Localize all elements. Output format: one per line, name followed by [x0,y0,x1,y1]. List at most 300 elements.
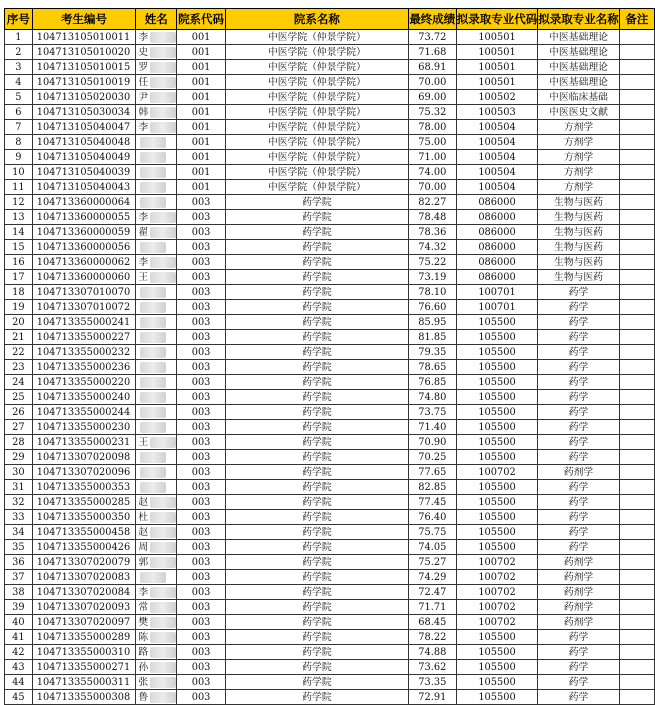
cell-major-name: 生物与医药 [538,240,620,255]
cell-seq: 19 [5,300,33,315]
redaction-blur [150,62,176,73]
cell-dept-code: 003 [177,195,226,210]
cell-remark [619,555,654,570]
cell-major-code: 105500 [456,540,538,555]
cell-remark [619,495,654,510]
cell-dept-name: 药学院 [226,390,409,405]
cell-name [136,615,177,630]
redaction-blur [150,587,176,598]
redaction-blur [140,167,166,178]
cell-name [136,30,177,45]
cell-seq: 34 [5,525,33,540]
cell-major-name: 中医基础理论 [538,75,620,90]
cell-dept-name: 药学院 [226,540,409,555]
cell-major-code: 105500 [456,405,538,420]
cell-seq: 6 [5,105,33,120]
redaction-blur [150,662,176,673]
cell-major-code: 105500 [456,420,538,435]
cell-dept-code: 003 [177,255,226,270]
cell-remark [619,570,654,585]
cell-exam-no: 104713105020030 [32,90,136,105]
cell-seq: 33 [5,510,33,525]
table-row [5,210,655,225]
cell-name [136,390,177,405]
cell-final-score: 78.10 [408,285,456,300]
cell-dept-name: 中医学院（仲景学院） [226,120,409,135]
cell-remark [619,585,654,600]
cell-major-name: 药学 [538,285,620,300]
cell-major-name: 方剂学 [538,135,620,150]
cell-exam-no: 104713355000426 [32,540,136,555]
cell-remark [619,120,654,135]
cell-major-name: 药学 [538,495,620,510]
cell-major-code: 100501 [456,60,538,75]
cell-major-name: 药学 [538,645,620,660]
cell-final-score: 76.60 [408,300,456,315]
cell-exam-no: 104713355000236 [32,360,136,375]
table-row [5,405,655,420]
cell-name [136,345,177,360]
cell-final-score: 81.85 [408,330,456,345]
cell-final-score: 82.85 [408,480,456,495]
cell-remark [619,270,654,285]
redaction-blur [150,617,176,628]
table-row [5,240,655,255]
table-row [5,45,655,60]
cell-final-score: 72.47 [408,585,456,600]
redaction-blur [150,497,176,508]
cell-dept-name: 中医学院（仲景学院） [226,90,409,105]
cell-seq: 5 [5,90,33,105]
cell-major-name: 药剂学 [538,600,620,615]
cell-exam-no: 104713105030034 [32,105,136,120]
cell-exam-no: 104713355000230 [32,420,136,435]
cell-dept-code: 003 [177,300,226,315]
cell-remark [619,375,654,390]
cell-dept-code: 001 [177,30,226,45]
cell-remark [619,150,654,165]
cell-dept-name: 中医学院（仲景学院） [226,75,409,90]
name-text: 任 [138,76,149,88]
cell-seq: 21 [5,330,33,345]
cell-name [136,570,177,585]
header-dept-code: 院系代码 [177,9,226,30]
redaction-blur [140,287,166,298]
cell-dept-name: 药学院 [226,255,409,270]
cell-final-score: 76.40 [408,510,456,525]
cell-major-code: 100501 [456,45,538,60]
table-row [5,450,655,465]
cell-dept-name: 药学院 [226,525,409,540]
cell-major-code: 100504 [456,120,538,135]
cell-major-code: 100504 [456,135,538,150]
cell-final-score: 74.29 [408,570,456,585]
cell-major-name: 药学 [538,420,620,435]
cell-final-score: 74.88 [408,645,456,660]
redaction-blur [140,182,166,193]
redaction-blur [150,227,176,238]
cell-final-score: 71.68 [408,45,456,60]
cell-name [136,465,177,480]
cell-name [136,75,177,90]
cell-exam-no: 104713355000271 [32,660,136,675]
cell-seq: 18 [5,285,33,300]
cell-name [136,645,177,660]
table-row [5,60,655,75]
cell-remark [619,450,654,465]
cell-remark [619,195,654,210]
cell-exam-no: 104713307020084 [32,585,136,600]
cell-dept-name: 药学院 [226,240,409,255]
cell-seq: 1 [5,30,33,45]
cell-dept-name: 药学院 [226,450,409,465]
cell-dept-code: 003 [177,465,226,480]
cell-final-score: 70.25 [408,450,456,465]
cell-seq: 8 [5,135,33,150]
cell-major-code: 105500 [456,525,538,540]
cell-dept-code: 003 [177,390,226,405]
cell-remark [619,210,654,225]
cell-dept-code: 003 [177,675,226,690]
header-dept-name: 院系名称 [226,9,409,30]
cell-major-name: 药学 [538,390,620,405]
cell-seq: 25 [5,390,33,405]
cell-major-code: 105500 [456,375,538,390]
cell-remark [619,225,654,240]
cell-final-score: 85.95 [408,315,456,330]
cell-major-code: 100702 [456,555,538,570]
redaction-blur [140,362,166,373]
redaction-blur [140,137,166,148]
cell-major-name: 中医基础理论 [538,45,620,60]
cell-seq: 22 [5,345,33,360]
cell-name [136,315,177,330]
cell-dept-code: 003 [177,645,226,660]
cell-exam-no: 104713355000308 [32,690,136,705]
cell-name [136,450,177,465]
cell-remark [619,135,654,150]
cell-name [136,510,177,525]
table-row [5,90,655,105]
name-text: 樊 [138,616,149,628]
cell-exam-no: 104713105040048 [32,135,136,150]
cell-major-code: 105500 [456,660,538,675]
cell-name [136,660,177,675]
cell-seq: 27 [5,420,33,435]
cell-seq: 12 [5,195,33,210]
cell-dept-code: 003 [177,405,226,420]
cell-seq: 42 [5,645,33,660]
cell-name [136,255,177,270]
header-seq: 序号 [5,9,33,30]
cell-remark [619,75,654,90]
redaction-blur [140,152,166,163]
cell-name [136,210,177,225]
table-row [5,645,655,660]
cell-major-name: 方剂学 [538,165,620,180]
cell-name [136,90,177,105]
cell-major-name: 中医基础理论 [538,60,620,75]
cell-final-score: 75.75 [408,525,456,540]
cell-dept-code: 001 [177,135,226,150]
table-body [5,30,655,705]
cell-exam-no: 104713307020083 [32,570,136,585]
cell-name [136,105,177,120]
table-row [5,510,655,525]
cell-seq: 32 [5,495,33,510]
cell-exam-no: 104713355000285 [32,495,136,510]
cell-seq: 7 [5,120,33,135]
cell-dept-code: 003 [177,570,226,585]
cell-dept-name: 药学院 [226,300,409,315]
cell-name [136,180,177,195]
cell-name [136,480,177,495]
cell-dept-code: 001 [177,165,226,180]
cell-exam-no: 104713307020098 [32,450,136,465]
cell-dept-code: 001 [177,90,226,105]
cell-final-score: 73.72 [408,30,456,45]
cell-seq: 4 [5,75,33,90]
cell-exam-no: 104713355000227 [32,330,136,345]
redaction-blur [150,92,176,103]
table-row [5,495,655,510]
cell-name [136,150,177,165]
cell-remark [619,90,654,105]
cell-remark [619,180,654,195]
cell-seq: 11 [5,180,33,195]
cell-name [136,165,177,180]
cell-final-score: 78.48 [408,210,456,225]
cell-final-score: 76.85 [408,375,456,390]
cell-final-score: 68.45 [408,615,456,630]
cell-exam-no: 104713307020096 [32,465,136,480]
name-text: 周 [138,541,149,553]
cell-dept-name: 中医学院（仲景学院） [226,135,409,150]
cell-major-code: 105500 [456,645,538,660]
cell-dept-code: 003 [177,240,226,255]
cell-exam-no: 104713355000289 [32,630,136,645]
name-text: 史 [138,46,149,58]
cell-seq: 28 [5,435,33,450]
table-row [5,630,655,645]
cell-exam-no: 104713307020093 [32,600,136,615]
cell-remark [619,600,654,615]
redaction-blur [150,47,176,58]
name-text: 赵 [138,526,149,538]
cell-remark [619,345,654,360]
cell-exam-no: 104713360000059 [32,225,136,240]
cell-remark [619,630,654,645]
cell-dept-name: 药学院 [226,480,409,495]
table-row [5,165,655,180]
cell-name [136,135,177,150]
cell-major-name: 药学 [538,435,620,450]
cell-dept-name: 药学院 [226,285,409,300]
cell-dept-code: 001 [177,105,226,120]
table-row [5,120,655,135]
cell-name [136,300,177,315]
header-final-score: 最终成绩 [408,9,456,30]
cell-seq: 9 [5,150,33,165]
cell-seq: 20 [5,315,33,330]
cell-name [136,420,177,435]
cell-name [136,60,177,75]
cell-dept-name: 中医学院（仲景学院） [226,45,409,60]
table-row [5,195,655,210]
cell-major-name: 生物与医药 [538,270,620,285]
name-text: 鲁 [138,691,149,703]
cell-seq: 31 [5,480,33,495]
cell-seq: 10 [5,165,33,180]
cell-seq: 16 [5,255,33,270]
cell-major-code: 100701 [456,285,538,300]
redaction-blur [140,407,166,418]
redaction-blur [140,197,166,208]
cell-exam-no: 104713307020097 [32,615,136,630]
name-text: 尹 [138,91,149,103]
cell-exam-no: 104713360000060 [32,270,136,285]
redaction-blur [150,437,176,448]
cell-final-score: 78.65 [408,360,456,375]
cell-final-score: 74.05 [408,540,456,555]
table-row [5,345,655,360]
cell-dept-code: 003 [177,660,226,675]
cell-dept-code: 003 [177,555,226,570]
table-row [5,435,655,450]
cell-final-score: 70.90 [408,435,456,450]
cell-final-score: 71.71 [408,600,456,615]
cell-dept-name: 中医学院（仲景学院） [226,180,409,195]
cell-name [136,330,177,345]
table-row [5,75,655,90]
cell-final-score: 77.65 [408,465,456,480]
cell-exam-no: 104713105010019 [32,75,136,90]
cell-remark [619,615,654,630]
cell-major-code: 100702 [456,465,538,480]
cell-final-score: 70.00 [408,180,456,195]
cell-name [136,555,177,570]
cell-major-name: 药剂学 [538,465,620,480]
cell-dept-code: 003 [177,690,226,705]
cell-final-score: 79.35 [408,345,456,360]
cell-seq: 44 [5,675,33,690]
cell-dept-code: 003 [177,435,226,450]
table-row [5,480,655,495]
redaction-blur [140,422,166,433]
cell-major-code: 086000 [456,195,538,210]
cell-dept-name: 药学院 [226,465,409,480]
table-row [5,255,655,270]
table-row [5,285,655,300]
cell-dept-name: 药学院 [226,420,409,435]
cell-name [136,495,177,510]
table-row [5,570,655,585]
cell-seq: 36 [5,555,33,570]
cell-major-name: 药学 [538,375,620,390]
cell-name [136,585,177,600]
cell-major-name: 药学 [538,450,620,465]
cell-major-code: 105500 [456,435,538,450]
cell-major-code: 100503 [456,105,538,120]
cell-seq: 40 [5,615,33,630]
cell-major-name: 药学 [538,300,620,315]
name-text: 韩 [138,106,149,118]
cell-major-code: 100501 [456,75,538,90]
cell-remark [619,435,654,450]
cell-seq: 43 [5,660,33,675]
cell-major-code: 086000 [456,255,538,270]
table-row [5,525,655,540]
cell-major-name: 药学 [538,630,620,645]
name-text: 杜 [138,511,149,523]
cell-major-name: 生物与医药 [538,210,620,225]
cell-remark [619,315,654,330]
cell-exam-no: 104713105040039 [32,165,136,180]
redaction-blur [140,572,166,583]
cell-dept-name: 药学院 [226,600,409,615]
cell-final-score: 68.91 [408,60,456,75]
cell-major-code: 100501 [456,30,538,45]
cell-major-code: 105500 [456,480,538,495]
cell-name [136,45,177,60]
cell-dept-code: 003 [177,495,226,510]
cell-major-code: 105500 [456,675,538,690]
table-row [5,540,655,555]
cell-exam-no: 104713105010011 [32,30,136,45]
cell-seq: 30 [5,465,33,480]
name-text: 李 [138,31,149,43]
table-row [5,315,655,330]
cell-dept-code: 003 [177,270,226,285]
cell-dept-name: 中医学院（仲景学院） [226,105,409,120]
cell-exam-no: 104713355000241 [32,315,136,330]
cell-name [136,240,177,255]
cell-final-score: 73.75 [408,405,456,420]
cell-major-name: 药学 [538,480,620,495]
cell-dept-code: 003 [177,600,226,615]
cell-dept-name: 药学院 [226,405,409,420]
table-row [5,465,655,480]
redaction-blur [140,347,166,358]
cell-dept-name: 药学院 [226,435,409,450]
name-text: 罗 [138,61,149,73]
cell-name [136,540,177,555]
cell-name [136,435,177,450]
cell-dept-name: 中医学院（仲景学院） [226,165,409,180]
cell-major-code: 100504 [456,180,538,195]
redaction-blur [140,392,166,403]
cell-major-name: 药学 [538,540,620,555]
cell-final-score: 74.32 [408,240,456,255]
cell-seq: 2 [5,45,33,60]
cell-seq: 39 [5,600,33,615]
cell-exam-no: 104713355000310 [32,645,136,660]
cell-final-score: 78.22 [408,630,456,645]
cell-exam-no: 104713355000231 [32,435,136,450]
table-row [5,585,655,600]
cell-final-score: 75.22 [408,255,456,270]
cell-final-score: 69.00 [408,90,456,105]
cell-dept-code: 003 [177,285,226,300]
cell-dept-code: 003 [177,540,226,555]
cell-dept-code: 003 [177,375,226,390]
table-row [5,300,655,315]
cell-remark [619,60,654,75]
admission-table-page [4,8,655,705]
cell-exam-no: 104713355000232 [32,345,136,360]
cell-final-score: 73.35 [408,675,456,690]
header-major-code: 拟录取专业代码 [456,9,538,30]
